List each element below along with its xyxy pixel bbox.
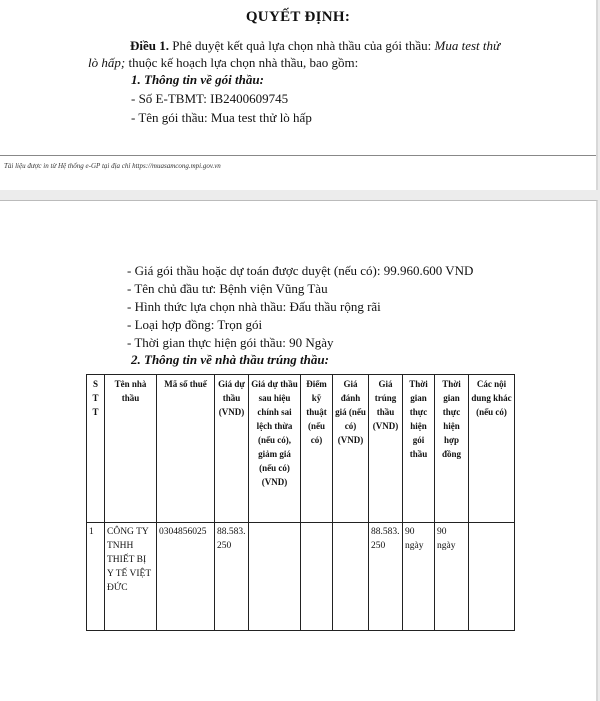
document-page-2 [0,200,598,701]
article-text: Phê duyệt kết quả lựa chọn nhà thầu của gói thầu: [169,38,435,53]
header-contract-duration: Thời gian thực hiện hợp đồng [435,375,469,523]
article-label: Điều 1. [130,38,169,53]
cell-technical-score [301,523,333,631]
header-technical-score: Điểm kỹ thuật (nếu có) [301,375,333,523]
header-package-duration: Thời gian thực hiện gói thầu [403,375,435,523]
cell-evaluated-price [333,523,369,631]
cell-winning-price: 88.583.250 [369,523,403,631]
header-other: Các nội dung khác (nếu có) [469,375,515,523]
article-1-line-2 [88,55,358,71]
article-text-cont: thuộc kế hoạch lựa chọn nhà thầu, bao gồm: [125,55,359,70]
selection-method: - Hình thức lựa chọn nhà thầu: Đấu thầu rộng rãi [127,299,381,314]
header-tax-code: Mã số thuế [157,375,215,523]
package-name: - Tên gói thầu: Mua test thử lò hấp [131,110,312,125]
header-bidder-name: Tên nhà thầu [105,375,157,523]
table-header-row [87,375,515,523]
cell-bidder-name: CÔNG TY TNHH THIẾT BỊ Y TẾ VIỆT ĐỨC [105,523,157,631]
winning-bidder-table [86,374,515,631]
footer-divider [0,155,596,156]
cell-adjusted-price [249,523,301,631]
footer-source-note: Tài liệu được in từ Hệ thống e-GP tại địa chỉ https://muasamcong.mpi.gov.vn [4,162,221,170]
cell-bid-price: 88.583.250 [215,523,249,631]
header-evaluated-price: Giá đánh giá (nếu có) (VND) [333,375,369,523]
cell-other [469,523,515,631]
cell-stt: 1 [87,523,105,631]
e-tbmt-number: - Số E-TBMT: IB2400609745 [131,91,289,106]
cell-package-duration: 90 ngày [403,523,435,631]
header-adjusted-price: Giá dự thầu sau hiệu chính sai lệch thừa (nếu có), giảm giá (nếu có) (VND) [249,375,301,523]
cell-contract-duration: 90 ngày [435,523,469,631]
table-row [87,523,515,631]
investor-name: - Tên chủ đầu tư: Bệnh viện Vũng Tàu [127,281,328,296]
cell-tax-code: 0304856025 [157,523,215,631]
section-2-heading: 2. Thông tin về nhà thầu trúng thầu: [131,352,329,367]
decision-title: QUYẾT ĐỊNH: [245,9,351,25]
contract-type: - Loại hợp đồng: Trọn gói [127,317,263,332]
execution-duration: - Thời gian thực hiện gói thầu: 90 Ngày [127,335,334,350]
section-1-heading: 1. Thông tin về gói thầu: [131,72,264,87]
header-winning-price: Giá trúng thầu (VND) [369,375,403,523]
package-price: - Giá gói thầu hoặc dự toán được duyệt (nếu có): 99.960.600 VND [127,263,474,278]
header-bid-price: Giá dự thầu (VND) [215,375,249,523]
header-stt: S T T [87,375,105,523]
document-page-1 [0,0,598,190]
package-name-italic: Mua test thử [434,38,501,53]
article-1-line-1 [130,38,500,54]
package-name-italic-cont: lò hấp; [88,55,126,70]
